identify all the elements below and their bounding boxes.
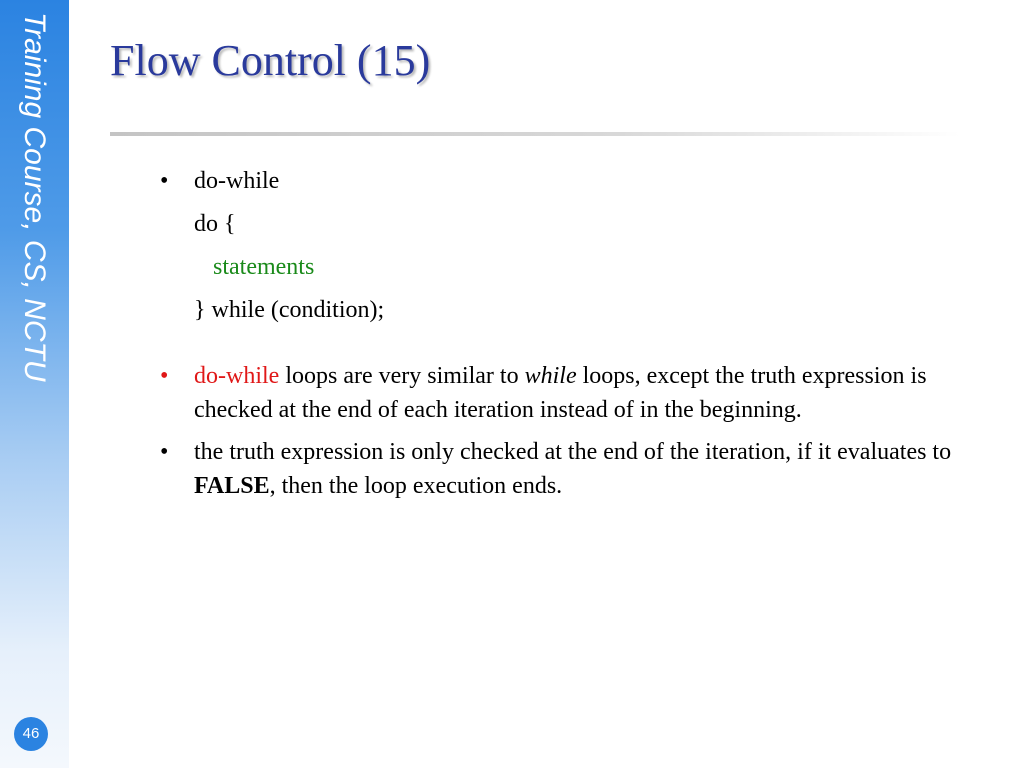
sidebar (0, 0, 69, 768)
bullet-marker: • (160, 439, 169, 465)
slide-content (160, 164, 960, 511)
sidebar-course-label: Training Course, CS, NCTU (18, 12, 51, 382)
code-line-while: } while (condition); (194, 297, 385, 323)
code-line-statements: statements (213, 254, 315, 280)
spacer (160, 327, 960, 359)
text-part: the truth expression is only checked at the end of the iteration, if it evaluates to (194, 439, 952, 465)
do-while-keyword: do-while (194, 363, 280, 389)
text-part: , then the loop execution ends. (269, 473, 563, 499)
page-number-badge: 46 (14, 717, 48, 751)
bullet-marker-red: • (160, 363, 169, 389)
bullet-do-while (160, 164, 960, 198)
bullet-comparison-text (194, 363, 927, 423)
title-divider (110, 132, 960, 136)
while-keyword: while (524, 363, 577, 389)
text-part: loops, except the truth expression is checked at the end of each iteration instead of in the beginning. (194, 363, 927, 423)
bullet-comparison (160, 359, 960, 427)
slide-title: Flow Control (15) (110, 36, 431, 85)
false-keyword: FALSE (194, 473, 270, 499)
text-part: loops are very similar to (279, 363, 525, 389)
bullet-text: do-while (194, 168, 280, 194)
bullet-false-text (194, 439, 951, 499)
bullet-false-condition (160, 435, 960, 503)
bullet-marker: • (160, 168, 169, 194)
code-line-do: do { (194, 211, 236, 237)
